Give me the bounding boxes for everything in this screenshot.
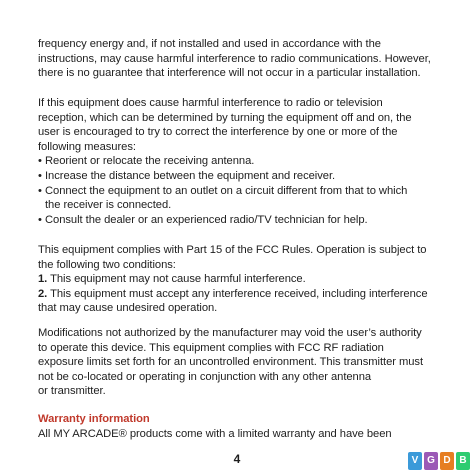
text-line: not be co-located or operating in conjunction with any other antenna bbox=[38, 370, 372, 383]
condition-text: This equipment must accept any interference received, including interference bbox=[50, 287, 428, 300]
watermark-letter: V bbox=[408, 452, 422, 470]
text-line: instructions, may cause harmful interference to radio communications. However, bbox=[38, 52, 431, 65]
warranty-heading: Warranty information bbox=[38, 413, 150, 425]
vgdb-watermark bbox=[408, 452, 470, 470]
paragraph-fcc-compliance bbox=[38, 243, 438, 316]
list-item-text: Consult the dealer or an experienced radio/TV technician for help. bbox=[45, 213, 368, 226]
list-item bbox=[38, 154, 438, 169]
paragraph-corrective-measures bbox=[38, 96, 438, 227]
text-line: following measures: bbox=[38, 140, 136, 153]
paragraph-interference-intro bbox=[38, 37, 438, 81]
warranty-section bbox=[38, 412, 438, 441]
condition-number: 1. bbox=[38, 273, 48, 286]
text-line: there is no guarantee that interference will not occur in a particular installation. bbox=[38, 67, 421, 80]
list-item bbox=[38, 213, 438, 228]
list-item-text: Increase the distance between the equipment and receiver. bbox=[45, 169, 336, 182]
text-line: If this equipment does cause harmful interference to radio or television bbox=[38, 97, 383, 109]
page-number: 4 bbox=[233, 452, 241, 466]
bullet-icon: • bbox=[38, 213, 42, 226]
text-line: Modifications not authorized by the manufacturer may void the user’s authority bbox=[38, 327, 422, 339]
condition-continuation: that may cause undesired operation. bbox=[38, 302, 218, 315]
list-item bbox=[38, 184, 438, 199]
list-item-text: Reorient or relocate the receiving antenna. bbox=[45, 155, 255, 168]
watermark-letter: D bbox=[440, 452, 454, 470]
text-line: the following two conditions: bbox=[38, 258, 176, 271]
watermark-letter: G bbox=[424, 452, 438, 470]
text-line: reception, which can be determined by turning the equipment off and on, the bbox=[38, 111, 412, 124]
text-line: This equipment complies with Part 15 of the FCC Rules. Operation is subject to bbox=[38, 244, 427, 256]
paragraph-modifications bbox=[38, 326, 438, 399]
condition-item bbox=[38, 287, 438, 302]
text-line: frequency energy and, if not installed and used in accordance with the bbox=[38, 38, 381, 50]
list-item bbox=[38, 169, 438, 184]
bullet-icon: • bbox=[38, 155, 42, 168]
condition-item bbox=[38, 272, 438, 287]
text-line: user is encouraged to try to correct the interference by one or more of the bbox=[38, 126, 398, 139]
bullet-icon: • bbox=[38, 184, 42, 197]
condition-number: 2. bbox=[38, 287, 48, 300]
list-item-text: Connect the equipment to an outlet on a circuit different from that to which bbox=[45, 184, 408, 197]
condition-text: This equipment may not cause harmful interference. bbox=[50, 273, 306, 286]
text-line: to operate this device. This equipment complies with FCC RF radiation bbox=[38, 341, 384, 354]
list-item-continuation: the receiver is connected. bbox=[45, 199, 172, 212]
text-line: or transmitter. bbox=[38, 385, 106, 398]
bullet-icon: • bbox=[38, 169, 42, 182]
warranty-text: All MY ARCADE® products come with a limited warranty and have been bbox=[38, 427, 392, 440]
watermark-letter: B bbox=[456, 452, 470, 470]
text-line: exposure limits set forth for an uncontrolled environment. This transmitter must bbox=[38, 356, 424, 369]
